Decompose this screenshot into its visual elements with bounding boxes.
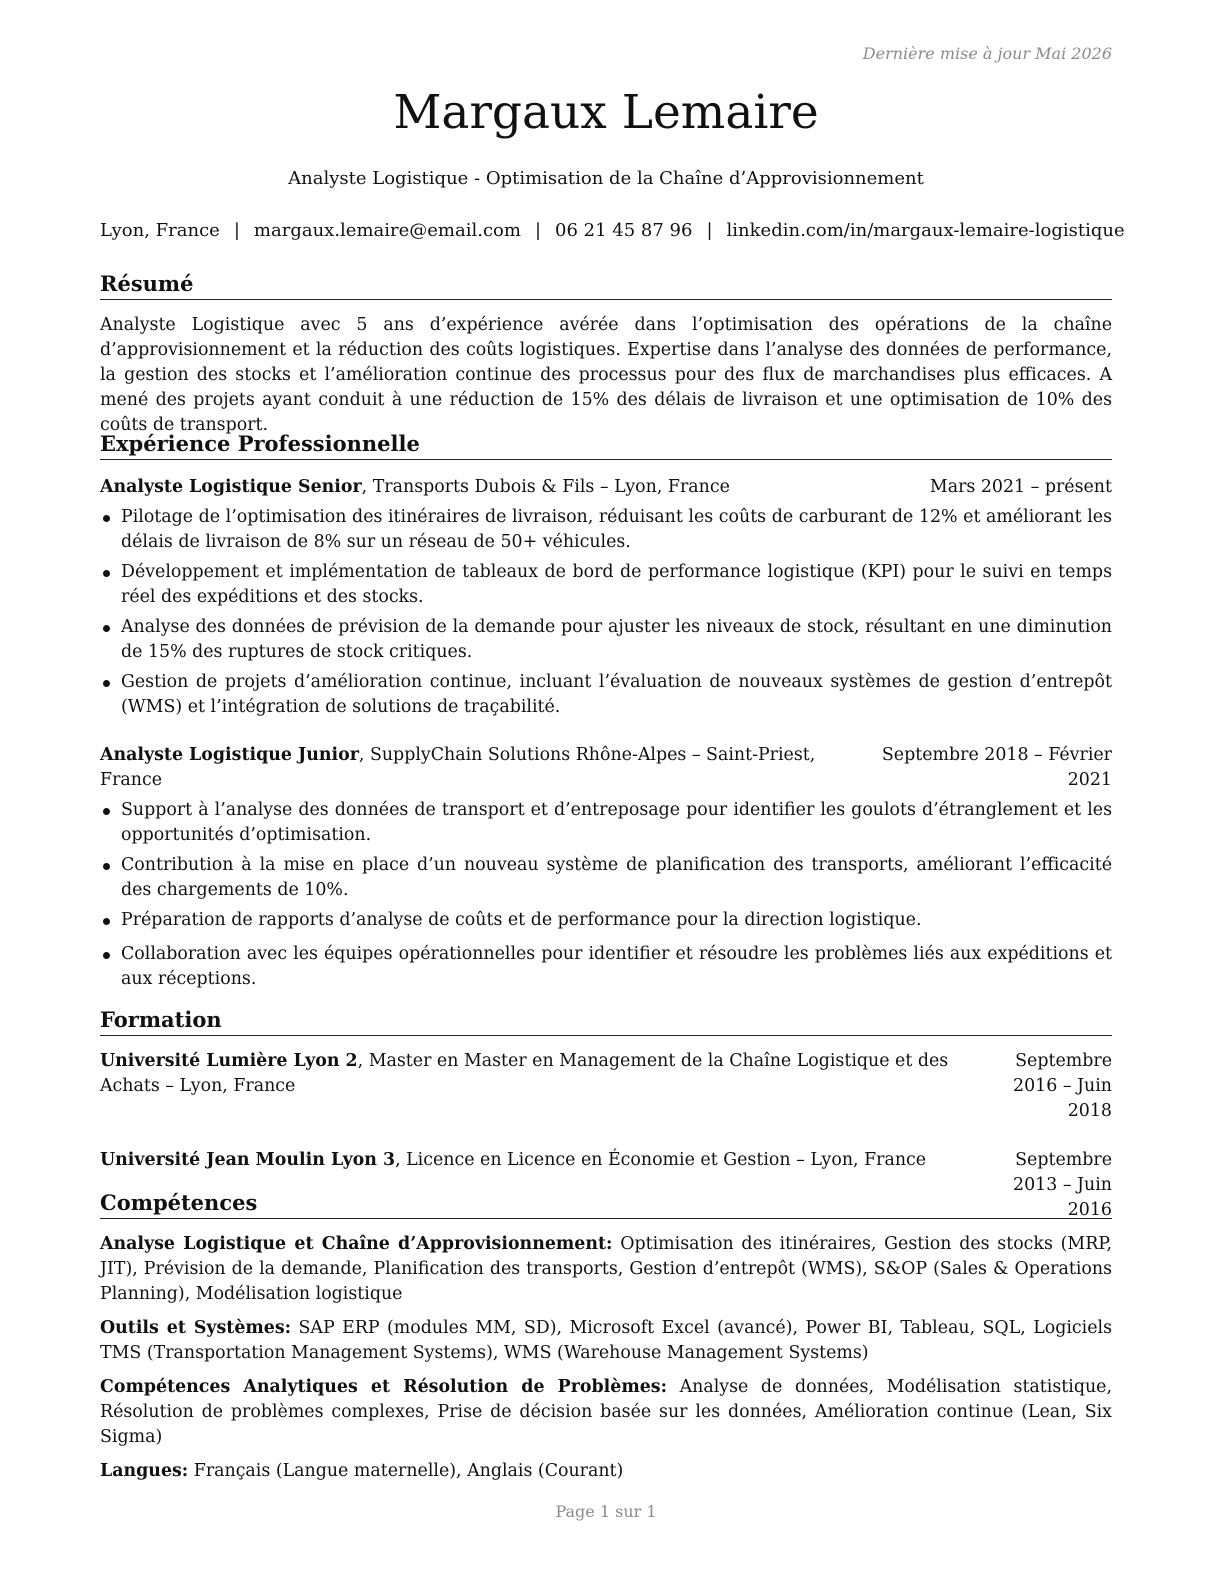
job-bullets — [100, 505, 1112, 720]
skill-label: Analyse Logistique et Chaîne d’Approvisionnement: — [100, 1234, 613, 1254]
job-header — [100, 475, 1112, 500]
contact-linkedin[interactable]: linkedin.com/in/margaux-lemaire-logistique — [726, 220, 1125, 241]
bullet-item: Collaboration avec les équipes opérationnelles pour identifier et résoudre les problèmes liés aux expéditions et aux réceptions. — [100, 942, 1112, 992]
education-dates: Septembre 2016 – Juin 2018 — [1013, 1051, 1112, 1121]
bullet-item: Contribution à la mise en place d’un nouveau système de planification des transports, améliorant l’efficacité des chargements de 10%. — [100, 853, 1112, 903]
job-company: , SupplyChain Solutions Rhône-Alpes – Saint-Priest, France — [100, 745, 816, 790]
school-name: Université Lumière Lyon 2 — [100, 1051, 358, 1071]
summary-section — [100, 270, 1112, 438]
bullet-icon — [103, 625, 110, 632]
skill-label: Compétences Analytiques et Résolution de Problèmes: — [100, 1377, 667, 1397]
job-entry — [100, 475, 1112, 720]
bullet-item: Gestion de projets d’amélioration continue, incluant l’évaluation de nouveaux systèmes de gestion d’entrepôt (WMS) et l’intégration de solutions de traçabilité. — [100, 670, 1112, 720]
bullet-icon — [103, 952, 110, 959]
bullet-icon — [103, 808, 110, 815]
page-footer: Page 1 sur 1 — [555, 1502, 657, 1521]
section-title-experience: Expérience Professionnelle — [100, 430, 1112, 460]
skill-item — [100, 1375, 1112, 1450]
bullet-item: Support à l’analyse des données de transport et d’entreposage pour identifier les goulots d’étranglement et les opportunités d’optimisation. — [100, 798, 1112, 848]
education-dates: Septembre 2013 – Juin 2016 — [1013, 1150, 1112, 1220]
skill-label: Outils et Systèmes: — [100, 1318, 292, 1338]
contact-line — [100, 220, 1125, 241]
school-name: Université Jean Moulin Lyon 3 — [100, 1150, 396, 1170]
skill-item — [100, 1232, 1112, 1307]
bullet-item: Développement et implémentation de tableaux de bord de performance logistique (KPI) pour le suivi en temps réel des expéditions et des stocks. — [100, 560, 1112, 610]
bullet-item: Préparation de rapports d’analyse de coûts et de performance pour la direction logistique. — [100, 908, 1112, 933]
bullet-icon — [103, 918, 110, 925]
education-entry — [100, 1049, 1112, 1124]
contact-email[interactable]: margaux.lemaire@email.com — [253, 220, 521, 241]
skill-text: Analyse de données, Modélisation statistique, Résolution de problèmes complexes, Prise de décision basée sur les données, Amélioration continue (Lean, Six Sigma) — [100, 1377, 1112, 1447]
contact-separator: | — [706, 220, 713, 241]
bullet-item: Analyse des données de prévision de la demande pour ajuster les niveaux de stock, résultant en une diminution de 15% des ruptures de stock critiques. — [100, 615, 1112, 665]
bullet-item: Pilotage de l’optimisation des itinéraires de livraison, réduisant les coûts de carburant de 12% et améliorant les délais de livraison de 8% sur un réseau de 50+ véhicules. — [100, 505, 1112, 555]
resume-page — [100, 0, 1125, 1584]
bullet-icon — [103, 680, 110, 687]
section-title-education: Formation — [100, 1006, 1112, 1036]
contact-separator: | — [233, 220, 240, 241]
skill-text: Optimisation des itinéraires, Gestion des stocks (MRP, JIT), Prévision de la demande, Planification des transports, Gestion d’entrepôt (WMS), S&OP (Sales & Operations Planning), Modélisation logistique — [100, 1234, 1112, 1304]
bullet-icon — [103, 863, 110, 870]
skill-text: SAP ERP (modules MM, SD), Microsoft Excel (avancé), Power BI, Tableau, SQL, Logiciels TMS (Transportation Management Systems), WMS (Warehouse Management Systems) — [100, 1318, 1112, 1363]
last-updated: Dernière mise à jour Mai 2026 — [862, 44, 1112, 63]
skill-item — [100, 1316, 1112, 1366]
skill-item — [100, 1459, 1112, 1484]
contact-phone: 06 21 45 87 96 — [555, 220, 693, 241]
job-dates: Septembre 2018 – Février 2021 — [881, 745, 1112, 790]
job-dates: Mars 2021 – présent — [929, 477, 1112, 497]
skill-label: Langues: — [100, 1461, 189, 1481]
job-entry — [100, 743, 1112, 992]
skill-text: Français (Langue maternelle), Anglais (Courant) — [188, 1461, 624, 1481]
job-bullets — [100, 798, 1112, 992]
bullet-icon — [103, 515, 110, 522]
job-role: Analyste Logistique Junior — [100, 745, 359, 765]
section-title-summary: Résumé — [100, 270, 1112, 300]
summary-text: Analyste Logistique avec 5 ans d’expérience avérée dans l’optimisation des opérations de la chaîne d’approvisionnement et la réduction des coûts logistiques. Expertise dans l’analyse des données de performance, la gestion des stocks et l’amélioration continue des processus pour des flux de marchandises plus efficaces. A mené des projets ayant conduit à une réduction de 15% des délais de livraison et une optimisation de 10% des coûts de transport. — [100, 315, 1112, 435]
job-header — [100, 743, 1112, 793]
skills-section — [100, 1189, 1112, 1484]
degree-detail: , Master en Master en Management de la Chaîne Logistique et des Achats – Lyon, France — [100, 1051, 949, 1096]
job-company: , Transports Dubois & Fils – Lyon, France — [361, 477, 730, 497]
candidate-name: Margaux Lemaire — [393, 85, 819, 140]
degree-detail: , Licence en Licence en Économie et Gestion – Lyon, France — [395, 1150, 927, 1170]
contact-location: Lyon, France — [100, 220, 220, 241]
contact-separator: | — [534, 220, 542, 241]
bullet-icon — [103, 570, 110, 577]
tagline: Analyste Logistique - Optimisation de la Chaîne d’Approvisionnement — [288, 168, 924, 189]
experience-section — [100, 430, 1112, 992]
job-role: Analyste Logistique Senior — [100, 477, 362, 497]
section-title-skills: Compétences — [100, 1189, 1112, 1219]
